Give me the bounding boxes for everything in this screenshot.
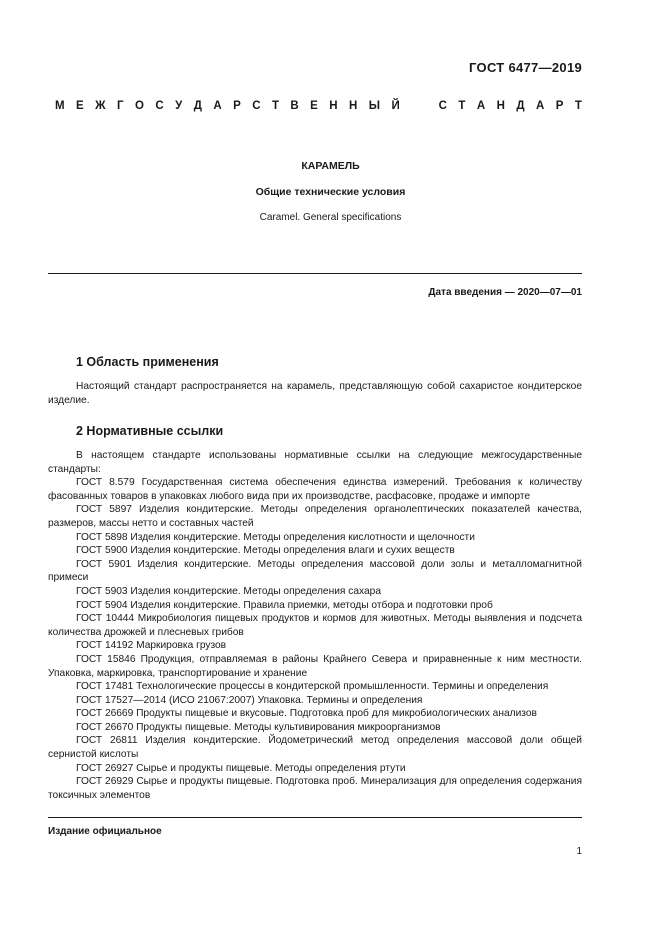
document-subtitle: Общие технические условия	[255, 186, 406, 198]
document-english-title: Caramel. General specifications	[259, 212, 402, 223]
banner-letter: Ы	[368, 100, 381, 112]
banner-letter: М	[55, 100, 65, 112]
paragraph: В настоящем стандарте использованы нормативные ссылки на следующие межгосударственные стандарты:	[48, 450, 582, 475]
top-divider	[48, 273, 582, 274]
paragraph: ГОСТ 26929 Сырье и продукты пищевые. Подготовка проб. Минерализация для определения содержания токсичных элементов	[48, 776, 582, 801]
paragraph: ГОСТ 15846 Продукция, отправляемая в районы Крайнего Севера и приравненные к ним местности. Упаковка, маркировка, транспортирование и хранение	[48, 653, 582, 679]
banner-letter: Д	[193, 100, 202, 112]
banner-letter: Д	[516, 100, 525, 112]
paragraph: ГОСТ 5903 Изделия кондитерские. Методы определения сахара	[76, 585, 381, 597]
banner-letter: О	[134, 100, 144, 112]
paragraph: Настоящий стандарт распространяется на карамель, представляющую собой сахаристое кондитерское изделие.	[48, 381, 582, 406]
paragraph: ГОСТ 17481 Технологические процессы в кондитерской промышленности. Термины и определения	[76, 681, 549, 693]
paragraph: ГОСТ 8.579 Государственная система обеспечения единства измерений. Требования к количеству фасованных товаров в упаковках любого вида при их производстве, расфасовке, продаже и импорте	[48, 477, 582, 502]
banner-letter: Т	[458, 100, 466, 112]
paragraph: ГОСТ 5898 Изделия кондитерские. Методы определения кислотности и щелочности	[76, 531, 475, 543]
banner-letter: Т	[271, 100, 279, 112]
banner-letter: А	[476, 100, 486, 112]
paragraph: ГОСТ 26927 Сырье и продукты пищевые. Методы определения ртути	[76, 762, 406, 774]
bottom-divider	[48, 817, 582, 818]
banner-letter: Й	[391, 100, 400, 112]
banner-letter: С	[155, 100, 164, 112]
paragraph: ГОСТ 17527—2014 (ИСО 21067:2007) Упаковка. Термины и определения	[76, 694, 423, 706]
introduction-date: Дата введения — 2020—07—01	[428, 287, 582, 298]
paragraph: ГОСТ 10444 Микробиология пищевых продуктов и кормов для животных. Методы выявления и подсчета количества дрожжей и плесневых грибов	[48, 613, 582, 638]
banner-letter: Р	[555, 100, 564, 112]
banner-letter: Е	[76, 100, 84, 112]
paragraph: ГОСТ 14192 Маркировка грузов	[76, 640, 227, 652]
paragraph: ГОСТ 5900 Изделия кондитерские. Методы определения влаги и сухих веществ	[76, 545, 455, 557]
banner-letter: А	[213, 100, 222, 112]
standard-banner	[55, 100, 582, 112]
banner-letter: Р	[233, 100, 241, 112]
banner-letter: А	[535, 100, 545, 112]
section-1-body	[48, 380, 582, 407]
document-title: КАРАМЕЛЬ	[301, 160, 360, 172]
paragraph: ГОСТ 26670 Продукты пищевые. Методы культивирования микроорганизмов	[76, 721, 441, 733]
banner-letter: Н	[329, 100, 338, 112]
banner-letter: В	[290, 100, 299, 112]
standard-code: ГОСТ 6477—2019	[469, 60, 582, 75]
section-2-heading: 2 Нормативные ссылки	[76, 424, 224, 438]
section-2-body	[48, 449, 582, 802]
banner-letter: Н	[349, 100, 358, 112]
paragraph: ГОСТ 26811 Изделия кондитерские. Йодометрический метод определения массовой доли общей сернистой кислоты	[48, 735, 582, 761]
paragraph: ГОСТ 26669 Продукты пищевые и вкусовые. Подготовка проб для микробиологических анализов	[76, 708, 537, 720]
banner-letter: У	[175, 100, 183, 112]
page-number: 1	[576, 846, 582, 857]
banner-letter: Е	[310, 100, 318, 112]
banner-letter: С	[252, 100, 261, 112]
banner-letter: Н	[496, 100, 505, 112]
paragraph: ГОСТ 5904 Изделия кондитерские. Правила приемки, методы отбора и подготовки проб	[76, 599, 493, 611]
section-1-heading: 1 Область применения	[76, 355, 219, 369]
paragraph: ГОСТ 5897 Изделия кондитерские. Методы определения органолептических показателей качества, размеров, массы нетто и составных частей	[48, 504, 582, 529]
banner-letter: Т	[574, 100, 582, 112]
banner-letter: С	[438, 100, 447, 112]
banner-letter: Ж	[95, 100, 106, 112]
official-edition-label: Издание официальное	[48, 826, 162, 837]
banner-gap	[411, 100, 427, 112]
paragraph: ГОСТ 5901 Изделия кондитерские. Методы определения массовой доли золы и металломагнитной примеси	[48, 558, 582, 584]
banner-letter: Г	[116, 100, 124, 112]
